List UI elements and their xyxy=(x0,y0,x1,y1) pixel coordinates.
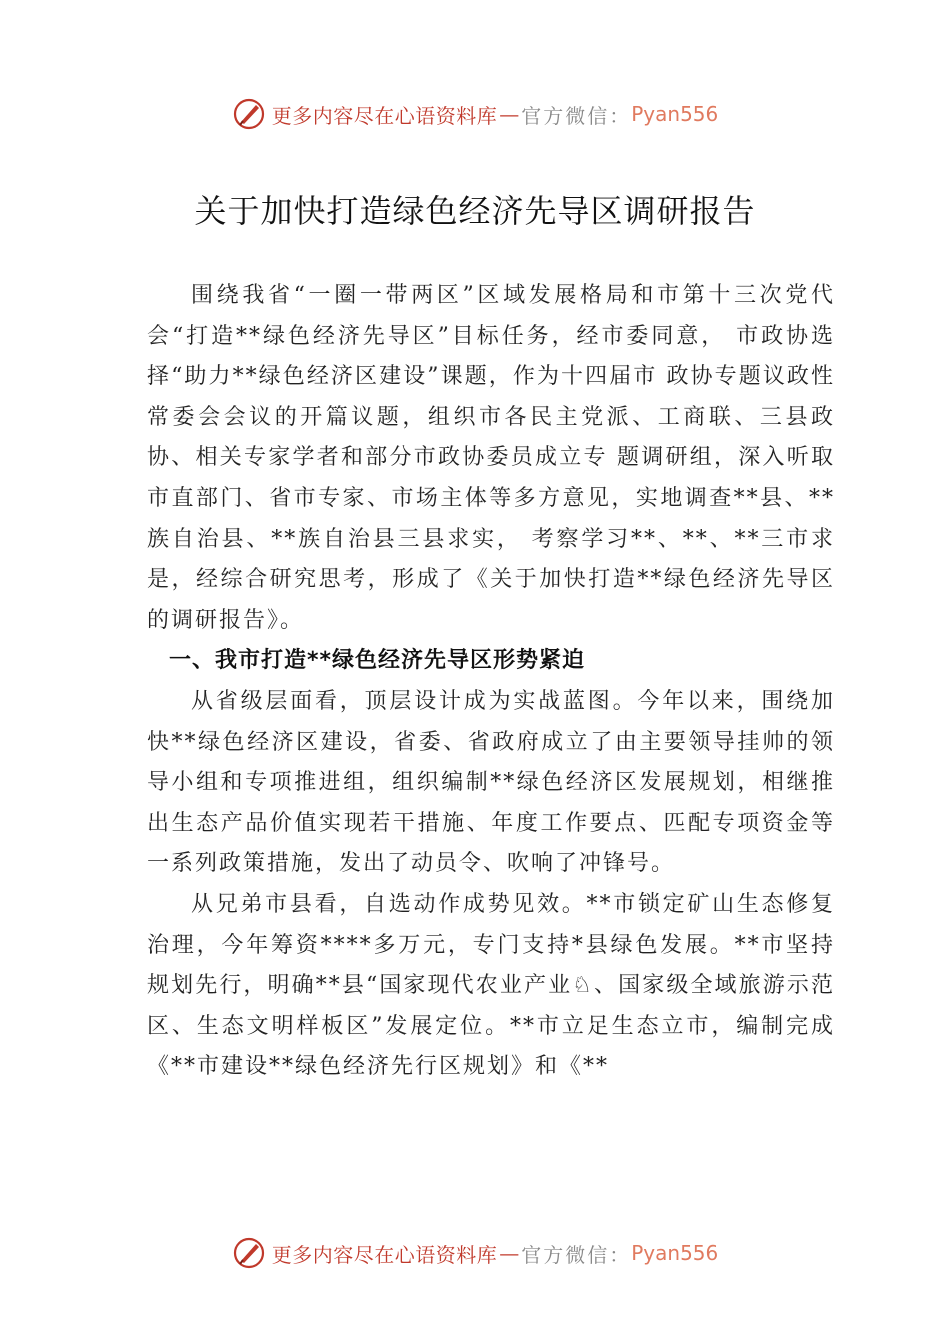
intro-paragraph: 围绕我省“一圈一带两区”区域发展格局和市第十三次党代会“打造**绿色经济先导区”目标任务，经市委同意， 市政协选择“助力**绿色经济区建设”课题，作为十四届市 政协专题议政性常委会会议的开篇议题，组织市各民主党派、工商联、三县政协、相关专家学者和部分市政协委员成立专 题调研组，深入听取市直部门、省市专家、市场主体等多方意见，实地调查**县、**族自治县、**族自治县三县求实， 考察学习**、**、**三市求是，经综合研究思考，形成了《关于加快打造**绿色经济先导区的调研报告》。 xyxy=(147,283,835,633)
body-paragraph-2: 从兄弟市县看，自选动作成势见效。**市锁定矿山生态修复治理，今年筹资****多万元，专门支持*县绿色发展。**市坚持规划先行，明确**县“国家现代农业产业♘、国家级全域旅游示范区、生态文明样板区”发展定位。**市立足生态立市，编制完成《**市建设**绿色经济先行区规划》和《** xyxy=(147,891,835,1080)
banner-brand-text: 更多内容尽在心语资料库 xyxy=(271,1242,498,1267)
quill-logo-icon xyxy=(232,1236,266,1270)
document-body xyxy=(147,276,835,1088)
body-paragraph-1: 从省级层面看，顶层设计成为实战蓝图。今年以来，围绕加快**绿色经济区建设，省委、省政府成立了由主要领导挂帅的领导小组和专项推进组，组织编制**绿色经济区发展规划，相继推出生态产品价值实现若干措施、年度工作要点、匹配专项资金等一系列政策措施，发出了动员令、吹响了冲锋号。 xyxy=(147,688,835,877)
footer-banner xyxy=(0,1233,950,1273)
banner-wechat-handle: Pyan556 xyxy=(631,1241,719,1265)
document-title: 关于加快打造绿色经济先导区调研报告 xyxy=(194,192,756,230)
header-banner xyxy=(0,94,950,134)
section-1-heading: 一、我市打造**绿色经济先导区形势紧迫 xyxy=(169,648,586,674)
banner-brand-text: 更多内容尽在心语资料库 xyxy=(271,103,498,128)
banner-wechat-handle: Pyan556 xyxy=(631,102,719,126)
quill-logo-icon xyxy=(232,97,266,131)
banner-wechat-label: 官方微信： xyxy=(521,1242,632,1267)
banner-dash: — xyxy=(499,1241,520,1265)
banner-wechat-label: 官方微信： xyxy=(521,103,632,128)
banner-dash: — xyxy=(499,102,520,126)
